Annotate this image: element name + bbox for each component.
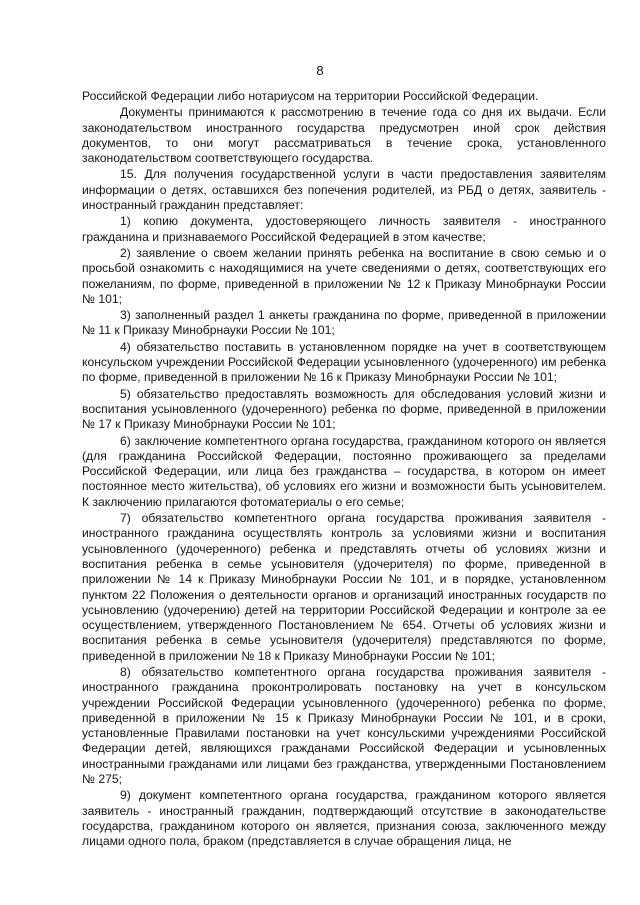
paragraph-item-15: 15. Для получения государственной услуги в части предоставления заявителям информации о детях, оставшихся без попечения родителей, из РБД о детях, заявитель - иностранный гражданин представляет: (82, 167, 606, 213)
paragraph-documents-validity: Документы принимаются к рассмотрению в течение года со дня их выдачи. Если законодательством иностранного государства предусмотрен иной срок действия документов, то они могут рассматриваться в течение срока, установленного законодательством соответствующего государства. (82, 105, 606, 166)
list-item-4: 4) обязательство поставить в установленном порядке на учет в соответствующем консульском учреждении Российской Федерации усыновленного (удочеренного) им ребенка по форме, приведенной в приложении № 16 к Приказу Минобрнауки России № 101; (82, 339, 606, 385)
list-item-1: 1) копию документа, удостоверяющего личность заявителя - иностранного гражданина и признаваемого Российской Федерацией в этом качестве; (82, 214, 606, 244)
list-item-6: 6) заключение компетентного органа государства, гражданином которого он является (для гражданина Российской Федерации, постоянно проживающего за пределами Российской Федерации, или лица без гражданства – государства, в котором он имеет постоянное место жительства), об условиях его жизни и возможности быть усыновителем. К заключению прилагаются фотоматериалы о его семье; (82, 433, 606, 509)
list-item-2: 2) заявление о своем желании принять ребенка на воспитание в свою семью и о просьбой ознакомить с находящимися на учете сведениями о детях, соответствующих его пожеланиям, по форме, приведенной в приложении № 12 к Приказу Минобрнауки России № 101; (82, 245, 606, 306)
document-body (82, 89, 606, 851)
page-number: 8 (316, 63, 324, 78)
list-item-5: 5) обязательство предоставлять возможность для обследования условий жизни и воспитания усыновленного (удочеренного) ребенка по форме, приведенной в приложении № 17 к Приказу Минобрнауки России № 101; (82, 386, 606, 432)
list-item-3: 3) заполненный раздел 1 анкеты гражданина по форме, приведенной в приложении № 11 к Приказу Минобрнауки России № 101; (82, 308, 606, 338)
list-item-7: 7) обязательство компетентного органа государства проживания заявителя - иностранного гражданина осуществлять контроль за условиями жизни и воспитания усыновленного (удочеренного) ребенка и представлять отчеты об условиях жизни и воспитания ребенка в семье усыновителя (удочерителя) по форме, приведенной в приложении № 14 к Приказу Минобрнауки России № 101, и в порядке, установленном пунктом 22 Положения о деятельности органов и организаций иностранных государств по усыновлению (удочерению) детей на территории Российской Федерации и контроле за ее осуществлением, утвержденного Постановлением № 654. Отчеты об условиях жизни и воспитания ребенка в семье усыновителя (удочерителя) представляются по форме, приведенной в приложении № 18 к Приказу Минобрнауки России № 101; (82, 511, 606, 663)
paragraph-continuation: Российской Федерации либо нотариусом на территории Российской Федерации. (82, 89, 539, 103)
list-item-8: 8) обязательство компетентного органа государства проживания заявителя - иностранного гражданина проконтролировать постановку на учет в консульском учреждении Российской Федерации усыновленного (удочеренного) ребенка по форме, приведенной в приложении № 15 к Приказу Минобрнауки России № 101, и в сроки, установленные Правилами постановки на учет консульскими учреждениями Российской Федерации детей, являющихся гражданами Российской Федерации и усыновленных иностранными гражданами или лицами без гражданства, утвержденными Постановлением № 275; (82, 664, 606, 787)
list-item-9: 9) документ компетентного органа государства, гражданином которого является заявитель - иностранный гражданин, подтверждающий отсутствие в законодательстве государства, гражданином которого он является, признания союза, заключенного между лицами одного пола, браком (представляется в случае обращения лица, не (82, 788, 606, 849)
